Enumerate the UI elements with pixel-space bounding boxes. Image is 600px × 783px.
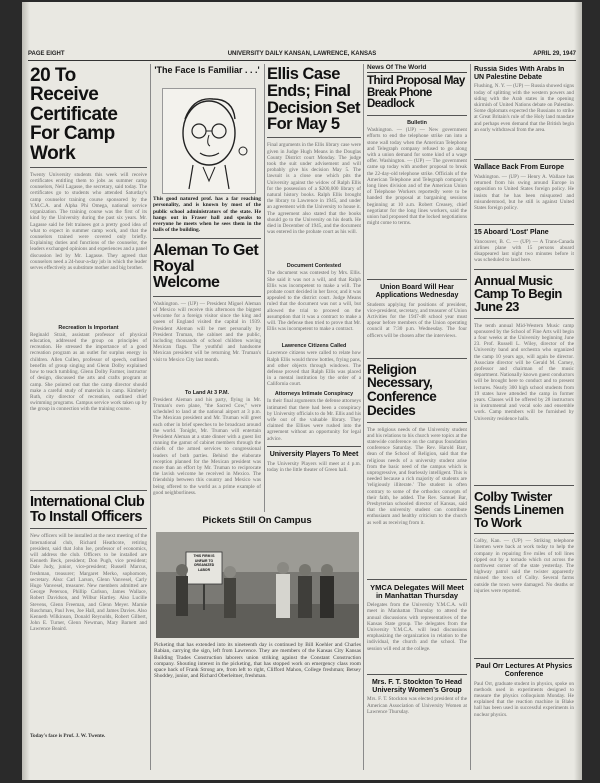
cartoon-title: 'The Face Is Familiar . . .' — [154, 66, 260, 75]
headline-wallace: Wallace Back From Europe — [474, 164, 564, 172]
column-rule — [150, 64, 151, 770]
headline-music-camp: Annual Music Camp To Begin June 23 — [474, 272, 562, 315]
divider — [474, 485, 574, 486]
article-ellis-doc: The document was contested by Mrs. Ellis. She said it was not a will, and that Ralph Ellis was incompetent to make a will. The probate court decided in her favor, and it was appealed to the district court. Judge Means ruled that the document was not a will, but allowed the trial to proceed on the assumption that it was a contract to make a will. The defense then tried to prove that Mr. Ellis was incompetent to make a contract. — [267, 270, 361, 333]
subhead-conspiracy: Attorneys Intimate Conspiracy — [274, 391, 354, 398]
headline-lost-plane: 15 Aboard 'Lost' Plane — [474, 229, 549, 237]
headline-aleman: Aleman To Get Royal Welcome — [153, 241, 259, 292]
article-players: The University Players will meet at 4 p.m. today in the little theater of Green hall. — [267, 461, 361, 474]
divider — [474, 658, 574, 659]
article-union-board: Students applying for positions of president, vice-president, secretary, and treasurer of Union Activities for the 1947-48 school year must appear before members of the Union operating council at 7:30 p.m. Wednesday. The four officers will be chosen after the interviews. — [367, 301, 467, 339]
subhead-citizens: Lawrence Citizens Called — [281, 343, 347, 350]
headline-players: University Players To Meet — [269, 451, 359, 459]
article-russia-arabs: Flushing, N. Y. — (UP) — Russia showed signs today of splitting with the western powers and siding with the Arab states in the opening skirmish of United Nations debate on Palestine. Some diplomats expected the Russians to strike at Great Britain's rule of the Holy land mandate and perhaps even demand that the British begin an early withdrawal from the area. — [474, 83, 574, 133]
headline-camp-certificates: 20 To Receive Certificate For Camp Work — [30, 66, 118, 164]
issue-date: APRIL 29, 1947 — [533, 51, 576, 57]
photo-caption-wrap — [154, 642, 361, 772]
divider — [474, 159, 574, 160]
divider — [367, 358, 467, 359]
picket-sign-text: THIS FIRM IS UNFAIR TO ORGANIZED LABOR — [193, 554, 215, 572]
section-tag-world: News Of The World — [367, 64, 467, 73]
subhead-land: To Land At 3 P.M. — [185, 389, 229, 396]
article-paul-orr: Paul Orr, graduate student in physics, spoke on methods used in experiments designed to measure the physics colloquium Monday. He explained that the reaction machine in Blake hall has been used in successful experiments in nuclear physics. — [474, 680, 574, 718]
page-label: PAGE EIGHT — [28, 51, 65, 57]
headline-religion: Religion Necessary, Conference Decides — [367, 361, 437, 418]
headline-stockton: Mrs. F. T. Stockton To Head University Women's Group — [371, 679, 463, 694]
column-rule — [264, 64, 265, 512]
pickets-photo — [156, 532, 359, 638]
divider — [30, 528, 147, 529]
page-shadow-right — [574, 2, 582, 780]
article-music-camp: The tenth annual Mid-Western Music camp sponsored by the School of Fine Arts will begin a four weeks at the University beginning June 23. Prof. Russell L. Wiley, director of the University band and orchestra who organized the camp 10 years ago, will again be director. Associate director will be Gerald M. Carney, professor and chairman of the music department. Nationally known guest conductors will be brought here to conduct and to present lectures. Nearly 300 high school students from 19 states have attended the camp in former years. Classes will be offered by 28 instructors in instrumental and vocal solo and ensemble work. Camp members will be furnished by University residence halls. — [474, 322, 574, 422]
article-religion: The religious needs of the University student and his relations to his church were topics at the statewide conference on the campus foundation conference Saturday. The Rev. Harold Barr, dean of the School of Religion, said that the religious needs of a university student arise from the basic need of the campus which is unprogressive, and fearlessly intelligent. This is needed because a rich majority of students are 'religiously illiterate.' The student is often contrary to some of the orthodox concepts of their faith, he added. The Rev. Samuel Bar, Presbyterian schooled director of Kansas, said that the university student can contribute enthusiasm and healthy criticism to the church as well as receiving from it. — [367, 426, 467, 526]
photo-title-wrap — [154, 516, 360, 530]
divider — [367, 579, 467, 580]
article-camp-certificates: Twenty University students this week will receive certificates entitling them to jobs as summer camp counselors, Neil Lagasse, the secretary, said today. The certificates go to students who attended Saturday's camp counselor training course sponsored by the Y.M.C.A. and Alpha Phi Omega, national service organization. The training course was the first of its kind by the University during the past six years. Mr. Lagasse said he felt trainees got a pretty good idea of what to expect in summer camp work, and that the counselors trained were covered only briefly. Explaining duties and functions of the counselor, the leaders exchanged opinions and experiences and a panel discussion led by Mr. Lagasse. They agreed that counselors need a 24-hour-a-day job in which the leader serves effectively as substitute mother and big brother. — [30, 171, 147, 271]
pickets-photo-image — [156, 532, 359, 638]
article-lost-plane: Vancouver, B. C. — (UP) — A Trans-Canada airlines plane with 15 persons aboard disappeared last night two minutes before it was scheduled to land here. — [474, 238, 574, 264]
column-rule — [470, 64, 471, 770]
paper-name: UNIVERSITY DAILY KANSAN, LAWRENCE, KANSAS — [227, 51, 377, 57]
headline-colby-twister: Colby Twister Sends Linemen To Work — [474, 488, 564, 530]
column-3 — [267, 66, 361, 516]
subhead-document: Document Contested — [286, 263, 342, 270]
article-international-club: New officers will be installed at the next meeting of the International club, Richard Heathcote, retiring president, said that John Ise, professor of economics, will address the club. Officers to be installed are Kenneth Beck, president; Don Pugh, vice president; Dale Judy, junior, vice-president; Russell Marcus, freshman, treasurer; Margaret Merko, sophomore, secretary. Also: Carl Larson, Glenn Vanvesel, Carly Hugo Vanvesel, treasurer. New members admitted are George Peterson, Phillip Carlson, James Wallace, Robert Davidson, and Wilbur Hartley. Also Lucille Stevens, Glenn Freeman, and Glenn Meyer. Marnie Ruschman, Paul Ives, Joe Hall, and James Davies. Also Kenneth Wilkinson, Donald Reynolds, Robert Gilbert, John E. Turner, Glenn Newman, Mary Barnett and Lawrence Beaird. — [30, 533, 147, 633]
divider — [474, 224, 574, 225]
divider — [30, 490, 147, 491]
cartoon-caption: This good natured prof. has a far reaching personality, and is known by most of the public school administrators of the state. He hangs out in Fraser hall and speaks to everyone he meets when he sees them in the halls of the building. — [153, 196, 261, 234]
divider — [367, 422, 467, 423]
article-ellis-citizens: Lawrence citizens were called to relate how Ralph Ellis would throw bottles, frying pans, and other objects through windows. The defense proved that Ralph Ellis was placed in a mental institution by the order of a California court. — [267, 350, 361, 388]
divider — [474, 533, 574, 534]
divider — [267, 137, 361, 138]
headline-ymca: YMCA Delegates Will Meet in Manhattan Thursday — [370, 582, 464, 600]
column-1 — [30, 66, 147, 772]
headline-union-board: Union Board Will Hear Applications Wednesday — [375, 284, 459, 299]
cartoon-caricature — [162, 88, 256, 194]
article-camp-certificates-cont: Reginald Strait, assistant professor of physical education, addressed the group on principles of recreation. He stressed the importance of a good recreation program as an outlet for surplus energy in children. Allen Cullen, professor of speech, outlined benefits of group singing and Glenn Dolby explained how to teach tumbling. Glenn Dolby Farmer, instructor of design, discussed the arts and crafts program at camp. She pointed out that the camp director should make a careful study of materials in camp. Kimberly Ruth, city director of recreation, outlined chief swimming programs. Campus service work taken up by the group in connection with the training course. — [30, 331, 147, 413]
article-colby-twister: Colby, Kan. — (UP) — Striking telephone linemen were back at work today to help the company in repairing five miles of toll lines ripped out by a tornado which cut across the northwest corner of the state yesterday. The highway patrol said the twister apparently missed the town of Colby. Several farms outside the town were damaged. No deaths or injuries were reported. — [474, 538, 574, 594]
article-ymca: Delegates from the University Y.M.C.A. will meet in Manhattan Thursday to attend the annual discussions with representatives of the Kansas State group. The delegates from the University Y.M.C.A. will lead discussions emphasizing the organization in relation to the individual, the church and the school. The session will end at the college. — [367, 602, 467, 652]
article-wallace: Washington. — (UP) — Henry A. Wallace has returned from his swing around Europe in opposition to United States foreign policy. He insists that he has been misquoted and misunderstood, but he still is against United States foreign policy. — [474, 174, 574, 212]
divider — [367, 674, 467, 675]
newspaper-page — [22, 2, 582, 780]
divider — [153, 296, 261, 297]
page-shadow-left — [22, 2, 30, 780]
masthead — [28, 50, 576, 61]
divider — [153, 238, 261, 239]
article-phone-deadlock: Washington. — (UP) — New government efforts to end the telephone strike ran into a stone wall today when the American Telephone and Telegraph company refused to go along with a union demand for some kind of a wage offer. Washington. — (UP) — The government came up today with another proposal to break the 22-day-old telephone strike. Officials of the American Telephone and Telegraph company's long lines division and of the American Union of Telephone Workers reportedly were to be handed the proposal at bargaining sessions beginning at 10 a.m. Robert Creasey, chief negotiator for the long lines workers, said the union had proposed that the locked negotiations might come to terms. — [367, 127, 467, 227]
column-4 — [367, 64, 467, 772]
headline-phone-deadlock: Third Proposal May Break Phone Deadlock — [367, 75, 465, 111]
article-ellis-conspiracy: In their final arguments the defense attorneys intimated that there had been a conspiracy by University officials to do Mr. Ellis and his wife out of the valuable library. They claimed the Ellises were rushed into the agreement without an opportunity for legal advice. — [267, 398, 361, 442]
subhead-recreation: Recreation Is Important — [58, 324, 119, 331]
divider — [367, 279, 467, 280]
article-stockton: Mrs. F. T. Stockton was elected president of the American Association of University Women at Lawrence Thursday. — [367, 696, 467, 715]
article-ellis-case: Final arguments in the Ellis library case were given in Judge Hugh Means in the Douglas County District court Monday. The judge took the suit under advisement and will probably give his decision May 5. The lawsuit is a close one which pits the University against the widow of Ralph Ellis for the possession of a $200,000 library of natural history books. Ralph Ellis brought the library to Lawrence in 1945, and under an agreement with the University to house it. The agreement also stated that the books should go to the University on his death. He died in December of 1945, and the document was entered in the probate court as his will. — [267, 142, 361, 236]
divider — [367, 115, 467, 116]
divider — [30, 167, 147, 168]
headline-paul-orr: Paul Orr Lectures At Physics Conference — [475, 663, 573, 678]
article-aleman: Washington. — (UP) — President Miguel Aleman of Mexico will receive this afternoon the biggest welcome for a foreign visitor since the king and queen of England visited the capital in 1939. President Aleman will be met personally by President Truman, the cabinet and the public, including thousands of school children waving Mexican flags. The youthful and handsome Mexican president will be returning Mr. Truman's visit to Mexico City last month. — [153, 300, 261, 363]
divider — [267, 446, 361, 447]
photo-caption: Picketing that has extended into its nineteenth day is continued by Bill Koehler and Charles Rabian, carrying the sign, left from Lawrence. They are members of the Kansas City Kansas Building Trades Construction laborers union striking against the Constant Construction company. Shouting interest in the picketing, that has stopped work on emergency class room space back of Frank Strong are, from left to right, Clifford Mahon, College freshman; Betsey Shoddey, junior, and Richard Oberleitner, freshman. — [154, 642, 361, 680]
face-answer: Today's face is Prof. J. W. Twente. — [30, 733, 106, 740]
divider — [474, 269, 574, 270]
headline-russia-arabs: Russia Sides With Arabs In UN Palestine Debate — [474, 66, 565, 81]
divider — [474, 318, 574, 319]
column-rule — [363, 64, 364, 770]
article-aleman-cont: President Aleman and his party, flying in Mr. Truman's own plane, "the Sacred Cow," were scheduled to land at the national airport at 3 p.m. The Mexican president and Mr. Truman will greet each other in brief speeches to be broadcast around the world. Tonight, Mr. Truman will entertain President Aleman at a state dinner with a guest list running the gamut of cabinet members through the chiefs of the armed services to congressional leaders of both parties. Behind the elaborate reception planned for the Mexican president was more than an effort by Mr. Truman to reciprocate the lavish welcome he received in Mexico. The friendship between this country and Mexico was being offered to the world as a prime example of good neighborliness. — [153, 396, 261, 496]
column-5 — [474, 66, 574, 772]
headline-ellis-case: Ellis Case Ends; Final Decision Set For May 5 — [267, 66, 361, 134]
photo-title: Pickets Still On Campus — [202, 516, 312, 526]
caricature-drawing — [163, 89, 255, 193]
headline-international-club: International Club To Install Officers — [30, 493, 145, 525]
subhead-bulletin: Bulletin — [407, 120, 427, 127]
column-2-lower — [153, 196, 261, 516]
